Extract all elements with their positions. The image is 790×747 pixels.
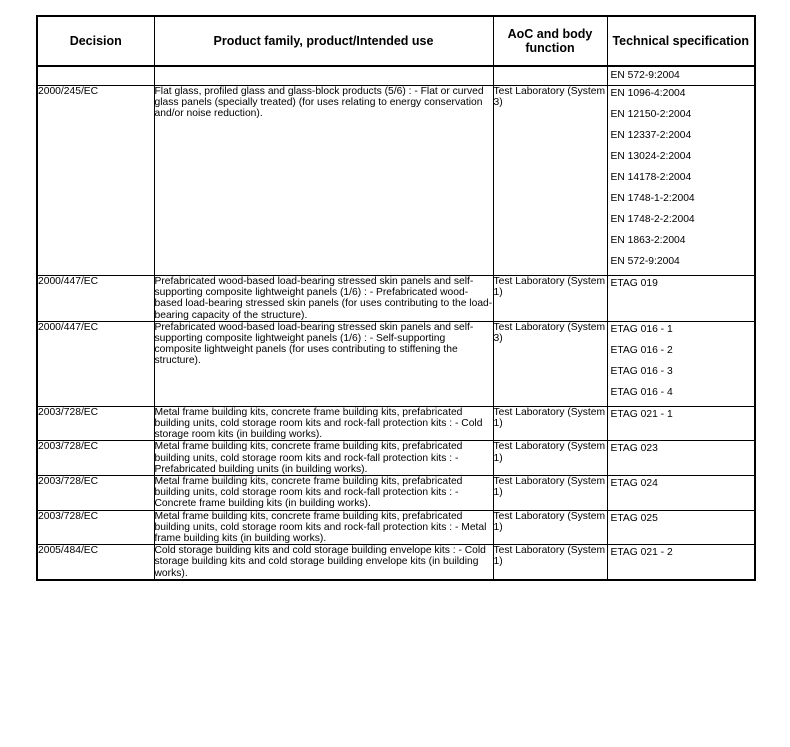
table-row bbox=[37, 276, 755, 322]
decision-cell: 2003/728/EC bbox=[37, 441, 154, 476]
spec-item: ETAG 016 - 2 bbox=[610, 344, 673, 356]
specification-table bbox=[36, 15, 756, 581]
product-cell: Metal frame building kits, concrete frame building kits, prefabricated building units, cold storage room kits and rock-fall protection kits : - Cold storage room kits (in building works). bbox=[154, 406, 493, 441]
spec-item: EN 12150-2:2004 bbox=[610, 109, 692, 120]
spec-item: ETAG 021 - 2 bbox=[610, 547, 673, 559]
spec-item: ETAG 024 bbox=[610, 478, 658, 490]
spec-cell bbox=[607, 66, 755, 86]
spec-item: ETAG 016 - 3 bbox=[610, 365, 673, 377]
spec-cell bbox=[607, 441, 755, 476]
product-cell: Prefabricated wood-based load-bearing stressed skin panels and self-supporting composite lightweight panels (1/6) : - Self-supporting composite lightweight panels (for uses contributing to stiffening the structure). bbox=[154, 321, 493, 406]
product-cell: Metal frame building kits, concrete frame building kits, prefabricated building units, cold storage room kits and rock-fall protection kits : - Prefabricated building units (in building works). bbox=[154, 441, 493, 476]
aoc-cell bbox=[493, 66, 607, 86]
spec-cell bbox=[607, 545, 755, 580]
table-row bbox=[37, 476, 755, 511]
product-cell: Flat glass, profiled glass and glass-block products (5/6) : - Flat or curved glass panels (specially treated) (for uses relating to energy conservation and/or noise reduction). bbox=[154, 86, 493, 276]
spec-item: EN 1863-2:2004 bbox=[610, 235, 686, 246]
decision-cell: 2005/484/EC bbox=[37, 545, 154, 580]
table-row bbox=[37, 441, 755, 476]
spec-item: ETAG 016 - 1 bbox=[610, 323, 673, 335]
header-spec: Technical specification bbox=[607, 16, 755, 66]
spec-cell bbox=[607, 406, 755, 441]
product-cell: Metal frame building kits, concrete frame building kits, prefabricated building units, cold storage room kits and rock-fall protection kits : - Concrete frame building kits (in building works). bbox=[154, 476, 493, 511]
aoc-cell: Test Laboratory (System 1) bbox=[493, 441, 607, 476]
spec-cell bbox=[607, 510, 755, 545]
table-header-row bbox=[37, 16, 755, 66]
table-row bbox=[37, 545, 755, 580]
table-row bbox=[37, 66, 755, 86]
spec-item: EN 572-9:2004 bbox=[610, 70, 680, 81]
spec-item: EN 1748-1-2:2004 bbox=[610, 193, 695, 204]
spec-cell bbox=[607, 321, 755, 406]
spec-item: EN 14178-2:2004 bbox=[610, 172, 692, 183]
spec-item: EN 1748-2-2:2004 bbox=[610, 214, 695, 225]
decision-cell: 2003/728/EC bbox=[37, 406, 154, 441]
decision-cell: 2000/447/EC bbox=[37, 276, 154, 322]
spec-item: EN 572-9:2004 bbox=[610, 256, 680, 267]
spec-item: EN 1096-4:2004 bbox=[610, 88, 686, 99]
product-cell: Prefabricated wood-based load-bearing stressed skin panels and self-supporting composite lightweight panels (1/6) : - Prefabricated wood-based load-bearing stressed skin panels (for uses contributing to the load-bearing capacity of the structure). bbox=[154, 276, 493, 321]
decision-cell: 2003/728/EC bbox=[37, 476, 154, 511]
table-row bbox=[37, 510, 755, 545]
product-cell: Cold storage building kits and cold storage building envelope kits : - Cold storage building kits and cold storage building envelope kits (in building works). bbox=[154, 545, 493, 580]
decision-cell: 2000/245/EC bbox=[37, 86, 154, 276]
spec-item: ETAG 021 - 1 bbox=[610, 408, 673, 420]
decision-cell: 2000/447/EC bbox=[37, 321, 154, 406]
decision-cell bbox=[37, 66, 154, 86]
aoc-cell: Test Laboratory (System 1) bbox=[493, 406, 607, 441]
spec-item: ETAG 016 - 4 bbox=[610, 386, 673, 398]
table-row bbox=[37, 86, 755, 276]
spec-cell bbox=[607, 276, 755, 322]
table-body bbox=[37, 66, 755, 580]
product-cell bbox=[154, 66, 493, 86]
table-row bbox=[37, 321, 755, 406]
spec-item: EN 13024-2:2004 bbox=[610, 151, 692, 162]
decision-cell: 2003/728/EC bbox=[37, 510, 154, 545]
spec-item: ETAG 023 bbox=[610, 443, 658, 455]
header-decision: Decision bbox=[37, 16, 154, 66]
aoc-cell: Test Laboratory (System 1) bbox=[493, 545, 607, 580]
aoc-cell: Test Laboratory (System 1) bbox=[493, 276, 607, 322]
table-row bbox=[37, 406, 755, 441]
aoc-cell: Test Laboratory (System 3) bbox=[493, 321, 607, 406]
spec-item: ETAG 019 bbox=[610, 278, 658, 289]
header-aoc: AoC and body function bbox=[493, 16, 607, 66]
aoc-cell: Test Laboratory (System 1) bbox=[493, 476, 607, 511]
spec-item: EN 12337-2:2004 bbox=[610, 130, 692, 141]
spec-cell bbox=[607, 476, 755, 511]
product-cell: Metal frame building kits, concrete frame building kits, prefabricated building units, cold storage room kits and rock-fall protection kits : - Metal frame building kits (in building works). bbox=[154, 510, 493, 545]
aoc-cell: Test Laboratory (System 3) bbox=[493, 86, 607, 276]
aoc-cell: Test Laboratory (System 1) bbox=[493, 510, 607, 545]
spec-item: ETAG 025 bbox=[610, 512, 658, 524]
header-product: Product family, product/Intended use bbox=[154, 16, 493, 66]
spec-cell bbox=[607, 86, 755, 276]
